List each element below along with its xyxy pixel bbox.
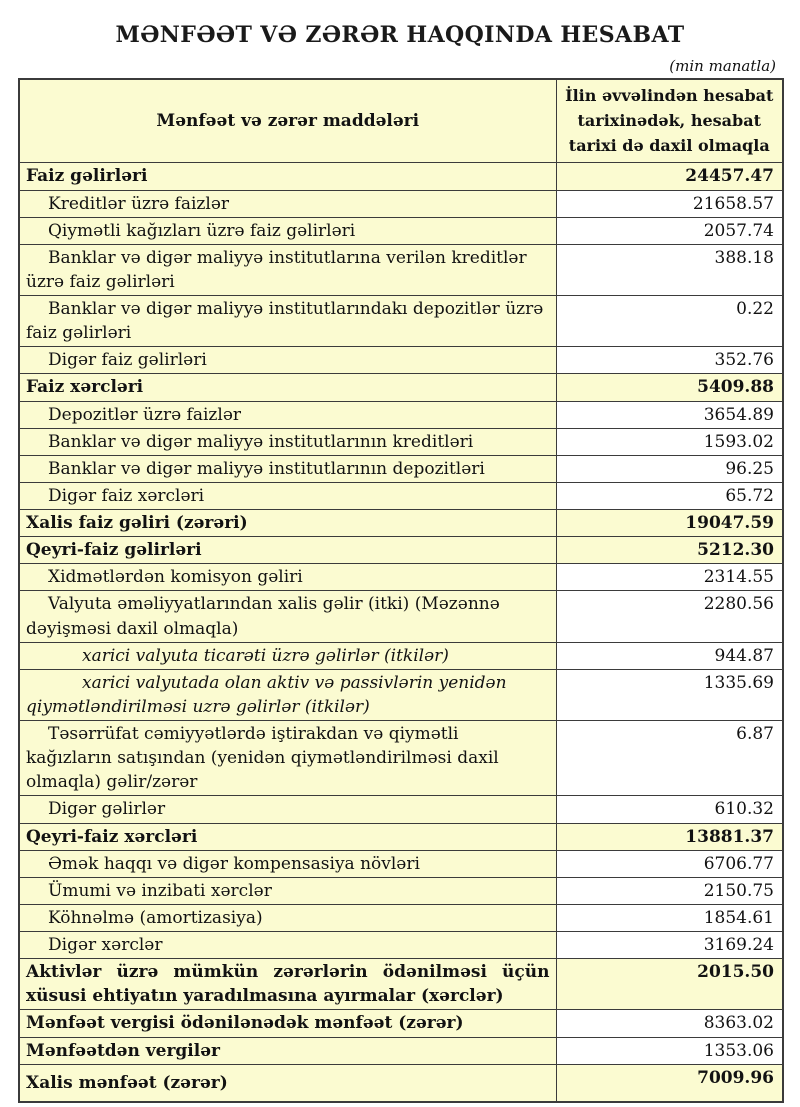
row-value: 0.22 [556,296,783,347]
row-label: Banklar və digər maliyyə institutlarının kreditləri [19,428,556,455]
row-label: Qeyri-faiz gəlirləri [19,537,556,564]
row-value: 2314.55 [556,564,783,591]
row-label: Mənfəətdən vergilər [19,1037,556,1064]
row-value: 2015.50 [556,959,783,1010]
row-label: xarici valyutada olan aktiv və passivlərin yenidən qiymətləndirilməsi uzrə gəlirlər (itkilər) [19,669,556,720]
row-label: Ümumi və inzibati xərclər [19,877,556,904]
row-label: Aktivlər üzrə mümkün zərərlərin ödənilməsi üçün xüsusi ehtiyatın yaradılmasına ayırmalar (xərclər) [19,959,556,1010]
row-value: 2280.56 [556,591,783,642]
table-row [19,163,783,190]
row-label: Faiz gəlirləri [19,163,556,190]
row-value: 21658.57 [556,190,783,217]
row-label: Faiz xərcləri [19,374,556,401]
row-value: 5212.30 [556,537,783,564]
row-value: 6706.77 [556,850,783,877]
row-value: 3169.24 [556,932,783,959]
row-label: Banklar və digər maliyyə institutlarının depozitləri [19,455,556,482]
row-value: 944.87 [556,642,783,669]
table-row [19,482,783,509]
table-row [19,1010,783,1037]
row-label: Qeyri-faiz xərcləri [19,823,556,850]
table-row [19,455,783,482]
income-statement-table [18,78,784,1103]
row-value: 24457.47 [556,163,783,190]
row-value: 6.87 [556,721,783,796]
table-row [19,591,783,642]
row-label: Valyuta əməliyyatlarından xalis gəlir (itki) (Məzənnə dəyişməsi daxil olmaqla) [19,591,556,642]
table-row [19,347,783,374]
table-row [19,401,783,428]
row-label: Digər xərclər [19,932,556,959]
table-row [19,1064,783,1102]
table-row [19,669,783,720]
page-title: MƏNFƏƏT VƏ ZƏRƏR HAQQINDA HESABAT [115,22,685,48]
table-row [19,296,783,347]
row-label: Təsərrüfat cəmiyyətlərdə iştirakdan və qiymətli kağızların satışından (yenidən qiymətləndirilməsi daxil olmaqla) gəlir/zərər [19,721,556,796]
row-label: Köhnəlmə (amortizasiya) [19,904,556,931]
table-row [19,244,783,295]
table-row [19,190,783,217]
column-header-period: İlin əvvəlindən hesabat tarixinədək, hesabat tarixi də daxil olmaqla [556,79,783,163]
row-label: Əmək haqqı və digər kompensasiya növləri [19,850,556,877]
table-row [19,721,783,796]
table-row [19,796,783,823]
row-value: 5409.88 [556,374,783,401]
row-value: 7009.96 [556,1064,783,1102]
table-row [19,904,783,931]
table-row [19,537,783,564]
row-label: Xalis faiz gəliri (zərəri) [19,510,556,537]
row-value: 1353.06 [556,1037,783,1064]
row-value: 2150.75 [556,877,783,904]
table-row [19,850,783,877]
row-label: Banklar və digər maliyyə institutlarındakı depozitlər üzrə faiz gəlirləri [19,296,556,347]
row-label: Digər gəlirlər [19,796,556,823]
column-header-items: Mənfəət və zərər maddələri [19,79,556,163]
row-value: 65.72 [556,482,783,509]
table-row [19,428,783,455]
table-row [19,1037,783,1064]
table-row [19,217,783,244]
row-value: 13881.37 [556,823,783,850]
table-row [19,959,783,1010]
table-header-row [19,79,783,163]
row-label: xarici valyuta ticarəti üzrə gəlirlər (itkilər) [19,642,556,669]
row-label: Xalis mənfəət (zərər) [19,1064,556,1102]
row-value: 96.25 [556,455,783,482]
row-label: Xidmətlərdən komisyon gəliri [19,564,556,591]
row-label: Digər faiz xərcləri [19,482,556,509]
row-value: 1593.02 [556,428,783,455]
table-row [19,642,783,669]
table-row [19,510,783,537]
row-value: 19047.59 [556,510,783,537]
row-label: Banklar və digər maliyyə institutlarına verilən kreditlər üzrə faiz gəlirləri [19,244,556,295]
row-label: Digər faiz gəlirləri [19,347,556,374]
table-row [19,932,783,959]
unit-note: (min manatla) [669,57,776,75]
row-value: 3654.89 [556,401,783,428]
row-value: 388.18 [556,244,783,295]
row-label: Mənfəət vergisi ödənilənədək mənfəət (zərər) [19,1010,556,1037]
row-value: 2057.74 [556,217,783,244]
row-value: 1335.69 [556,669,783,720]
table-row [19,823,783,850]
row-value: 8363.02 [556,1010,783,1037]
row-value: 1854.61 [556,904,783,931]
table-row [19,877,783,904]
row-label: Qiymətli kağızları üzrə faiz gəlirləri [19,217,556,244]
row-value: 352.76 [556,347,783,374]
row-label: Kreditlər üzrə faizlər [19,190,556,217]
row-label: Depozitlər üzrə faizlər [19,401,556,428]
table-row [19,564,783,591]
row-value: 610.32 [556,796,783,823]
table-row [19,374,783,401]
